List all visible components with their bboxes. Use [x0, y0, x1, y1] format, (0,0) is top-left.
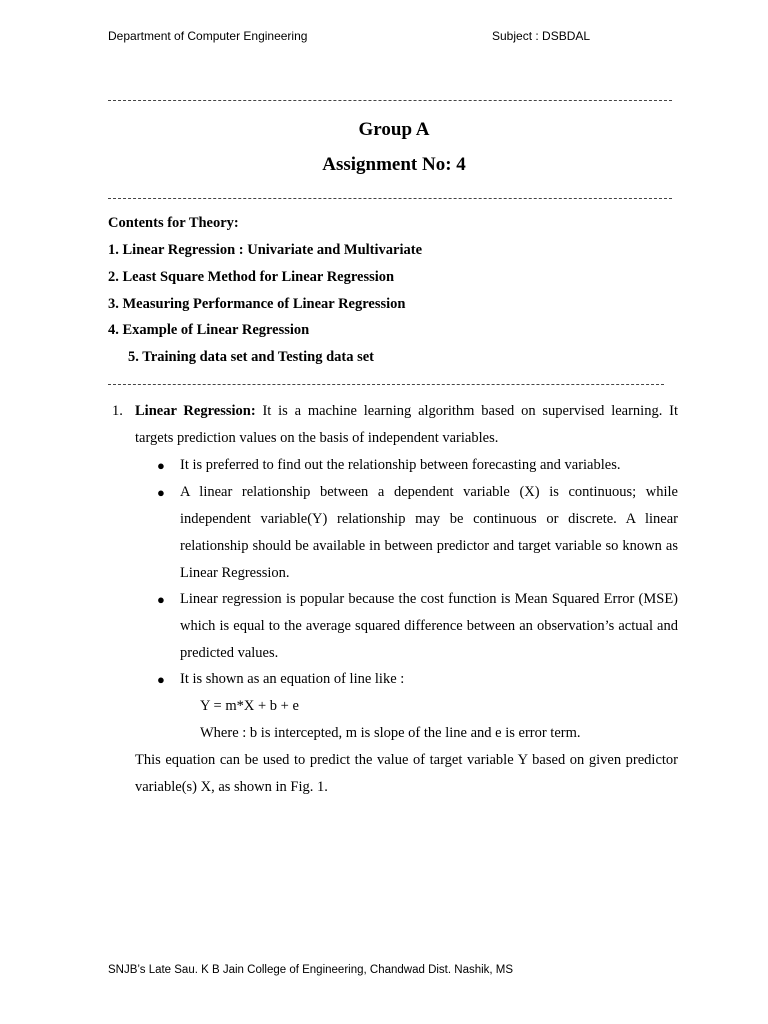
bullet-text: Linear regression is popular because the cost function is Mean Squared Error (MSE) which is equal to the average squared difference between an observation’s actual and predicted values.	[180, 591, 678, 661]
equation: Y = m*X + b + e	[200, 698, 299, 714]
bullet-text: It is preferred to find out the relationship between forecasting and variables.	[180, 457, 621, 473]
group-title: Group A	[358, 119, 430, 140]
header-department: Department of Computer Engineering	[108, 29, 308, 43]
contents-item: 4. Example of Linear Regression	[108, 322, 310, 338]
section-number: 1.	[112, 403, 123, 419]
contents-item: 1. Linear Regression : Univariate and Multivariate	[108, 242, 423, 258]
contents-item: 2. Least Square Method for Linear Regression	[108, 269, 395, 285]
bullet-icon: ●	[157, 592, 165, 607]
contents-item: 5. Training data set and Testing data set	[128, 349, 375, 365]
bullet-icon: ●	[157, 458, 165, 473]
section-term: Linear Regression:	[135, 403, 256, 419]
footer-institution: SNJB’s Late Sau. K B Jain College of Engineering, Chandwad Dist. Nashik, MS	[108, 964, 514, 976]
separator-mid	[108, 198, 672, 199]
closing-paragraph: This equation can be used to predict the value of target variable Y based on given predictor variable(s) X, as shown in Fig. 1.	[135, 752, 678, 795]
contents-heading: Contents for Theory:	[108, 215, 239, 231]
section-intro-text: It is a machine learning algorithm based on supervised learning. It targets prediction values on the basis of independent variables.	[135, 403, 678, 446]
contents-item: 3. Measuring Performance of Linear Regression	[108, 296, 406, 312]
header-subject: Subject : DSBDAL	[492, 29, 591, 43]
equation-note: Where : b is intercepted, m is slope of the line and e is error term.	[200, 725, 581, 741]
bullet-icon: ●	[157, 485, 165, 500]
bullet-text: It is shown as an equation of line like :	[180, 671, 405, 687]
separator-bottom	[108, 384, 664, 385]
separator-top	[108, 100, 672, 101]
bullet-text: A linear relationship between a dependent variable (X) is continuous; while independent variable(Y) relationship may be continuous or discrete. A linear relationship should be available in between predictor and target variable so known as Linear Regression.	[180, 484, 678, 581]
bullet-icon: ●	[157, 672, 165, 687]
section-intro	[135, 398, 678, 452]
assignment-title: Assignment No: 4	[322, 154, 466, 175]
